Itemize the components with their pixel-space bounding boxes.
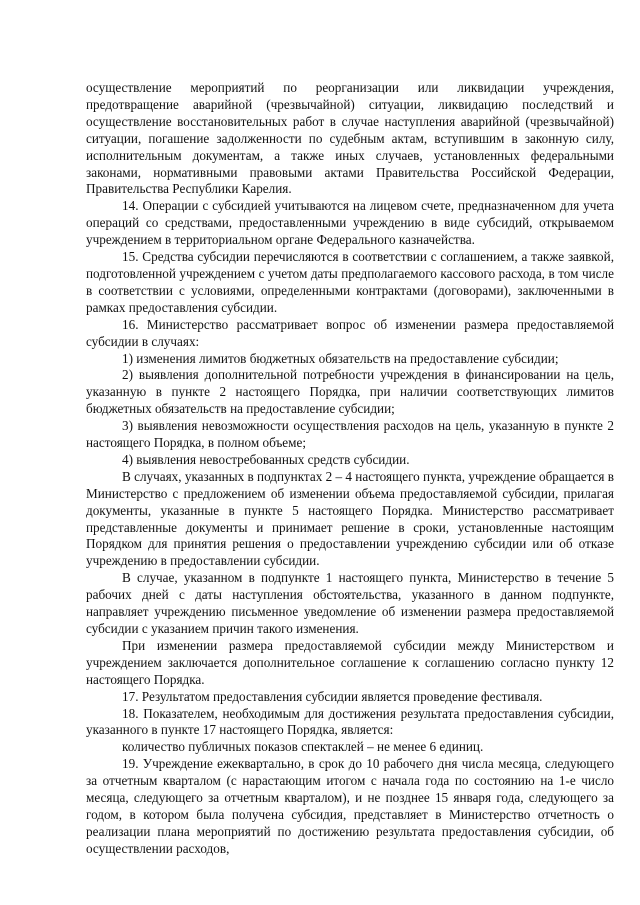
- paragraph: количество публичных показов спектаклей – не менее 6 единиц.: [122, 739, 484, 755]
- paragraph: осуществление мероприятий по реорганизации или ликвидации учреждения, предотвращение аварийной (чрезвычайной) ситуации, ликвидацию последствий и осуществление восстановительных работ в случае наступления аварийной (чрезвычайной) ситуации, погашение задолженности по судебным актам, вступившим в законную силу, исполнительным документам, а также иных случаев, установленных федеральными законами, нормативными правовыми актами Правительства Российской Федерации, Правительства Республики Карелия.: [86, 80, 614, 197]
- paragraph: 16. Министерство рассматривает вопрос об изменении размера предоставляемой субсидии в случаях:: [86, 316, 614, 349]
- paragraph: 14. Операции с субсидией учитываются на лицевом счете, предназначенном для учета операций со средствами, предоставленными учреждению в виде субсидий, открываемом учреждением в территориальном органе Федерального казначейства.: [86, 198, 614, 248]
- document-page: [86, 80, 614, 858]
- paragraph: 3) выявления невозможности осуществления расходов на цель, указанную в пункте 2 настоящего Порядка, в полном объеме;: [86, 418, 614, 451]
- paragraph: 2) выявления дополнительной потребности учреждения в финансировании на цель, указанную в пункте 2 настоящего Порядка, при наличии соответствующих лимитов бюджетных обязательств на предоставление субсидии;: [86, 367, 614, 417]
- paragraph: 4) выявления невостребованных средств субсидии.: [122, 451, 410, 467]
- paragraph: 1) изменения лимитов бюджетных обязательств на предоставление субсидии;: [122, 350, 559, 366]
- paragraph: 19. Учреждение ежеквартально, в срок до 10 рабочего дня числа месяца, следующего за отчетным кварталом (с нарастающим итогом с начала года по состоянию на 1-е число месяца, следующего за отчетным кварталом), и не позднее 15 января года, следующего за годом, в котором была получена субсидия, представляет в Министерство отчетность о реализации плана мероприятий по достижению результата предоставления субсидии, об осуществлении расходов,: [86, 756, 614, 856]
- paragraph: В случаях, указанных в подпунктах 2 – 4 настоящего пункта, учреждение обращается в Министерство с предложением об изменении объема предоставляемой субсидии, прилагая документы, указанные в пункте 5 настоящего Порядка. Министерство рассматривает представленные документы и принимает решение в сроки, установленные настоящим Порядком для принятия решения о предоставлении учреждению субсидии или об отказе учреждению в предоставлении субсидии.: [86, 468, 614, 569]
- paragraph: В случае, указанном в подпункте 1 настоящего пункта, Министерство в течение 5 рабочих дней с даты наступления обстоятельства, указанного в данном подпункте, направляет учреждению письменное уведомление об изменении размера предоставляемой субсидии с указанием причин такого изменения.: [86, 570, 614, 636]
- paragraph: 17. Результатом предоставления субсидии является проведение фестиваля.: [122, 688, 543, 704]
- paragraph: 15. Средства субсидии перечисляются в соответствии с соглашением, а также заявкой, подготовленной учреждением с учетом даты предполагаемого кассового расхода, в том числе в соответствии с условиями, определенными контрактами (договорами), заключенными в рамках предоставления субсидии.: [86, 249, 614, 315]
- paragraph: При изменении размера предоставляемой субсидии между Министерством и учреждением заключается дополнительное соглашение к соглашению согласно пункту 12 настоящего Порядка.: [86, 637, 614, 687]
- paragraph: 18. Показателем, необходимым для достижения результата предоставления субсидии, указанного в пункте 17 настоящего Порядка, является:: [86, 705, 614, 738]
